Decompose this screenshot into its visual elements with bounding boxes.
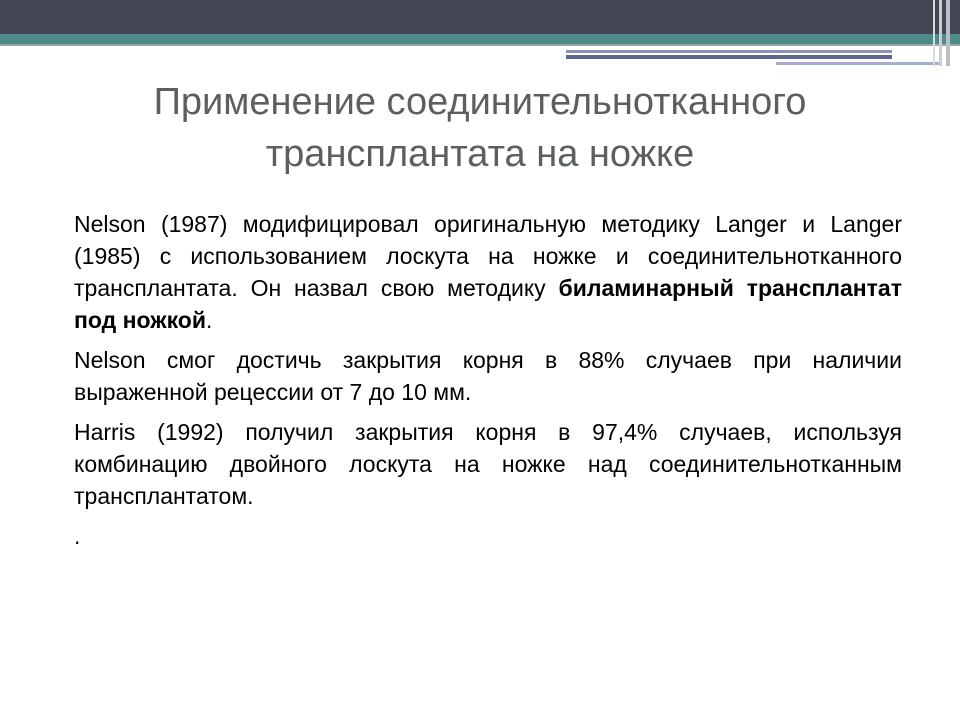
slide-title-line-2: трансплантата на ножке bbox=[265, 133, 695, 175]
header-vertical-bar bbox=[933, 0, 935, 66]
paragraph-text: . bbox=[205, 307, 213, 333]
bold-term: биламинарный трансплантат под ножкой bbox=[74, 275, 902, 333]
header-top-bar bbox=[0, 0, 960, 34]
slide-title bbox=[60, 76, 900, 180]
header-accent-line bbox=[566, 55, 892, 59]
slide-body bbox=[74, 208, 902, 560]
header-teal-stripe bbox=[0, 34, 960, 44]
paragraph-nelson-method bbox=[74, 208, 902, 336]
header-divider-line bbox=[0, 44, 960, 46]
paragraph-text: Nelson (1987) модифицировал оригинальную методику Langer и Langer (1985) с использованием лоскута на ножке и соединительнотканного трансплантата. Он назвал свою методику bbox=[74, 211, 902, 301]
header-accent-line bbox=[566, 50, 892, 53]
paragraph-dot: . bbox=[74, 523, 81, 549]
header-vertical-bar bbox=[946, 0, 950, 66]
slide-title-line-1: Применение соединительнотканного bbox=[153, 81, 807, 123]
header-vertical-bar bbox=[939, 0, 942, 66]
header-accent-line bbox=[776, 62, 940, 65]
paragraph-nelson-results: Nelson смог достичь закрытия корня в 88% случаев при наличии выраженной рецессии от 7 до 10 мм. bbox=[74, 347, 902, 405]
paragraph-harris-results: Harris (1992) получил закрытия корня в 97,4% случаев, используя комбинацию двойного лоскута на ножке над соединительнотканным трансплантатом. bbox=[74, 419, 902, 509]
